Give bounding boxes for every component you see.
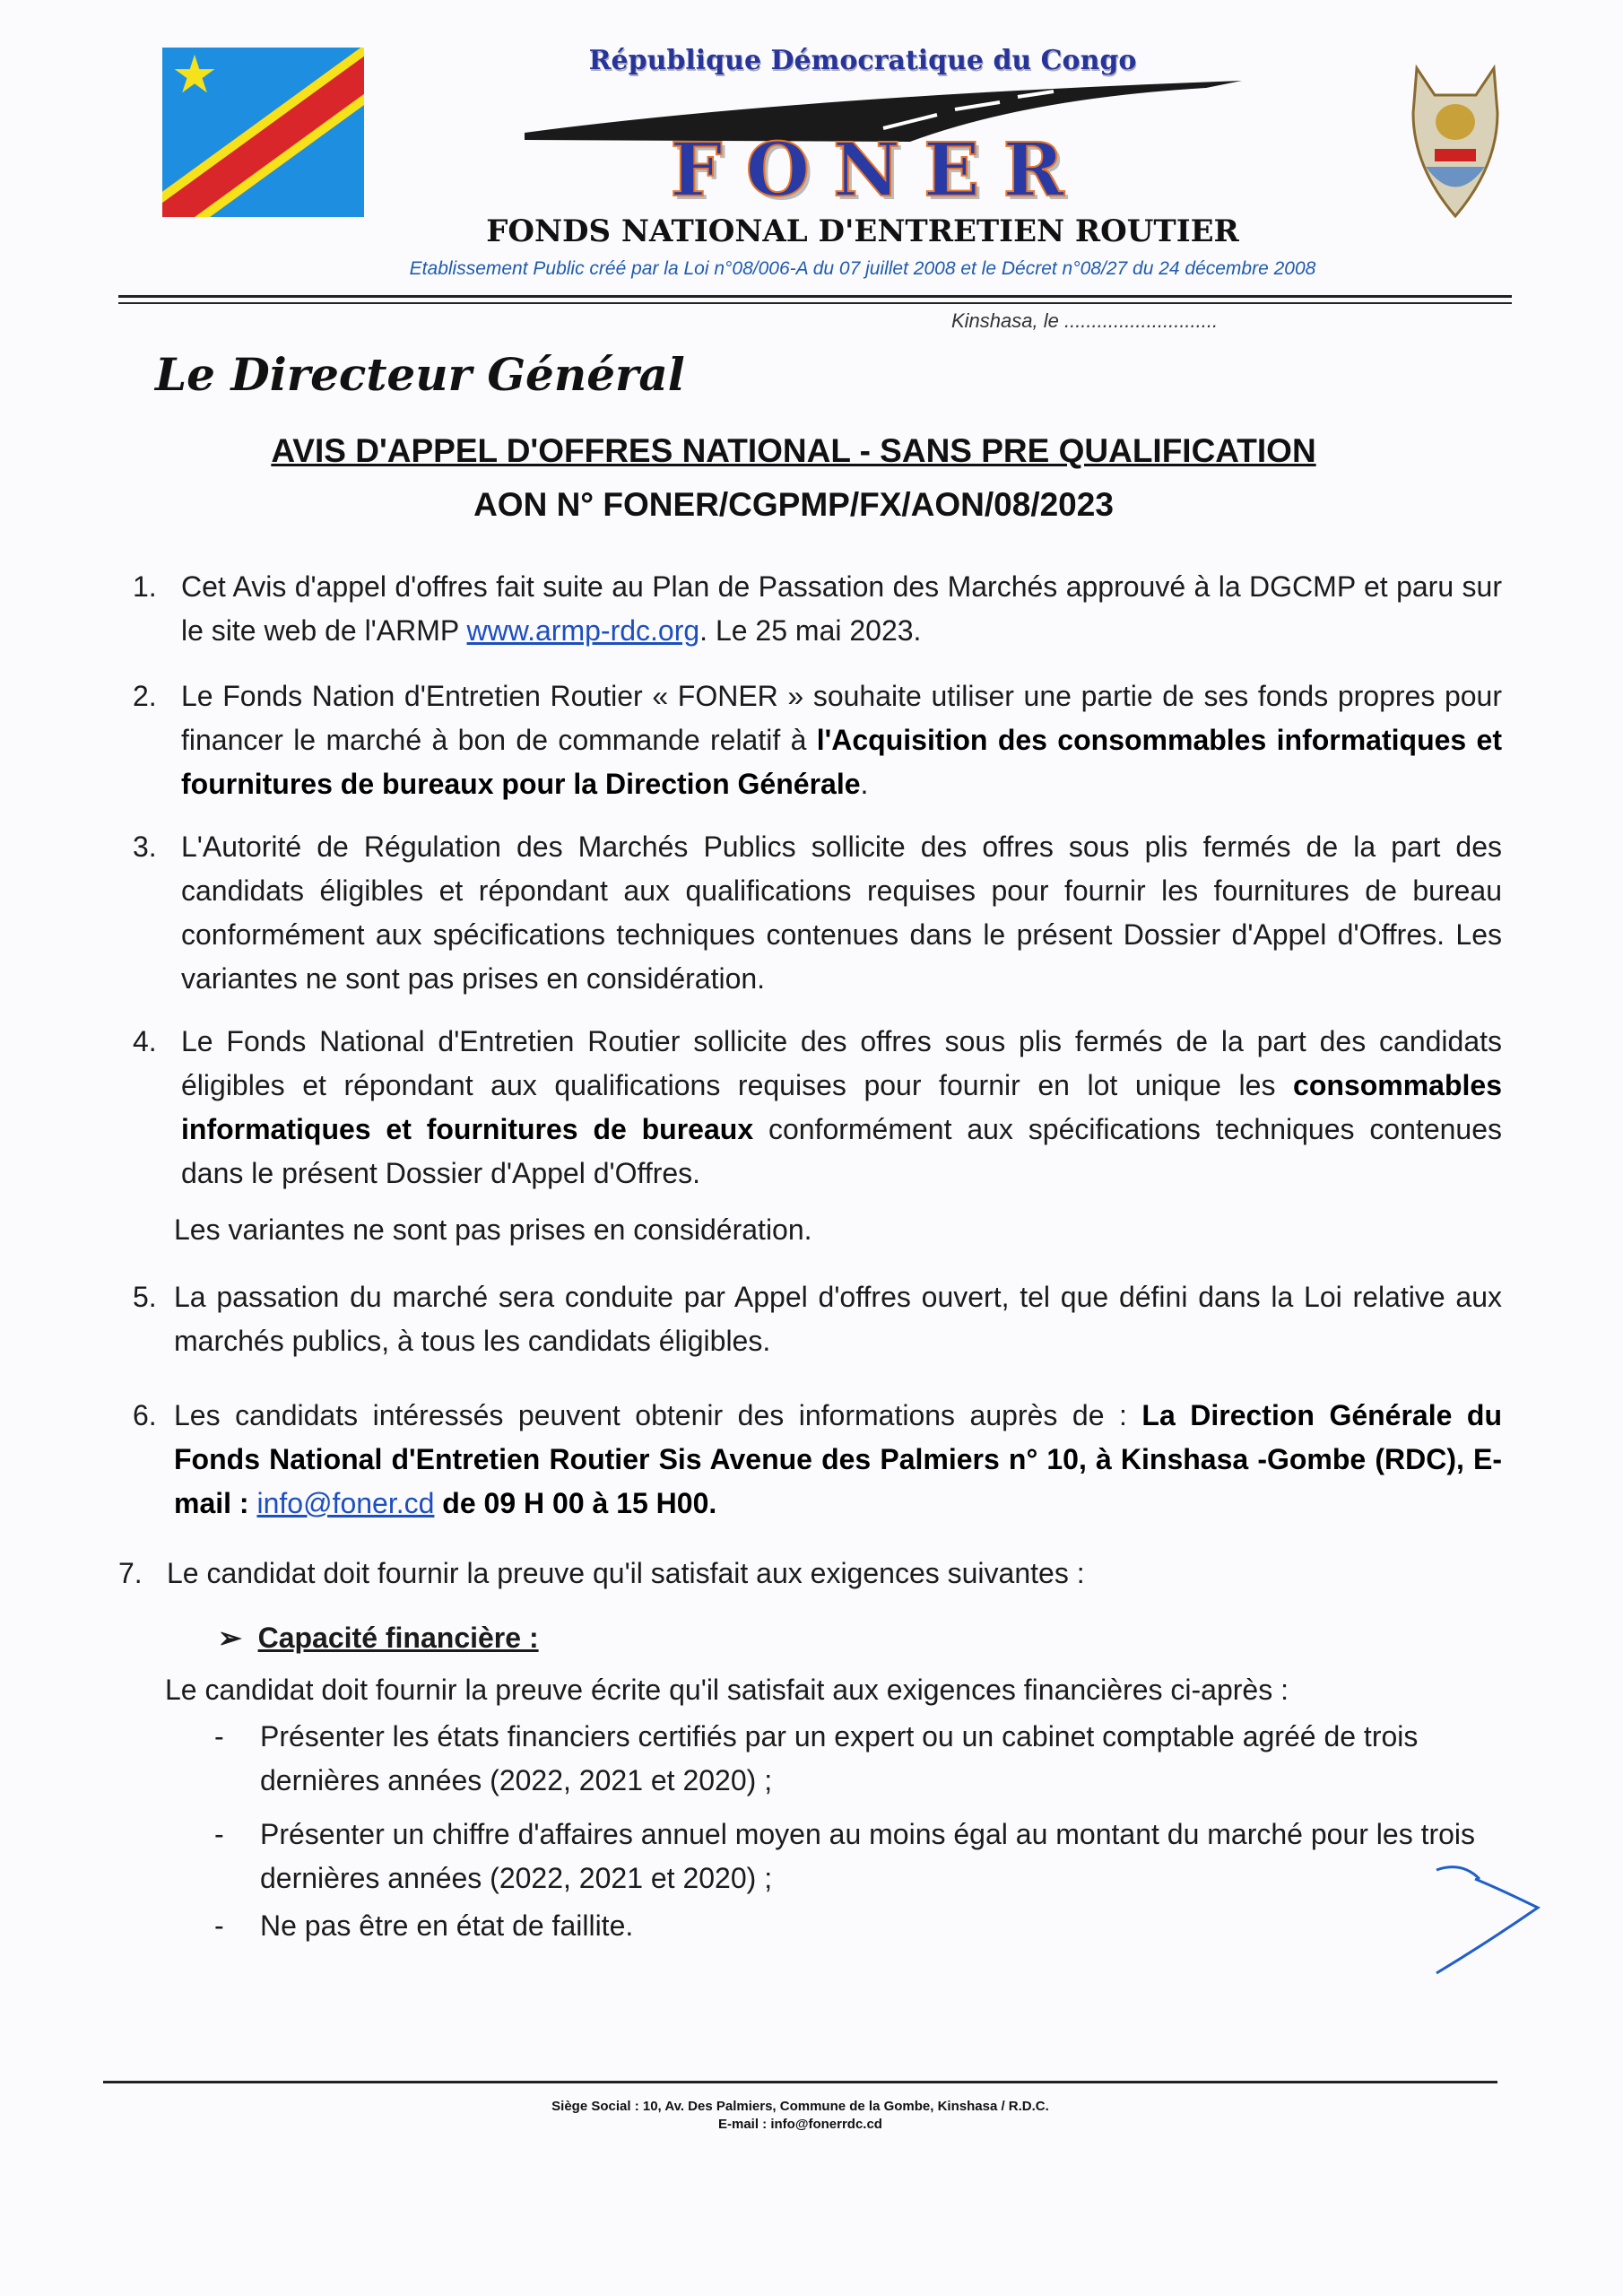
item-text: Le candidat doit fournir la preuve qu'il satisfait aux exigences suivantes :	[167, 1557, 1085, 1589]
footer-email: E-mail : info@fonerrdc.cd	[718, 2117, 882, 2132]
item-text: . Le 25 mai 2023.	[699, 614, 922, 647]
item-text: Le Fonds National d'Entretien Routier sollicite des offres sous plis fermés de la part des candidats éligibles et répondant aux qualifications requises pour fournir en lot unique les	[181, 1025, 1502, 1101]
item-number: 4.	[133, 1025, 157, 1057]
item-note: Les variantes ne sont pas prises en considération.	[174, 1213, 812, 1246]
list-item	[133, 1394, 1502, 1526]
item-number: 7.	[118, 1557, 143, 1589]
financial-intro: Le candidat doit fournir la preuve écrite qu'il satisfait aux exigences financières ci-après :	[165, 1674, 1289, 1706]
item-number: 5.	[133, 1281, 157, 1313]
armp-link[interactable]: www.armp-rdc.org	[466, 614, 700, 647]
bullet-item	[214, 1813, 1488, 1900]
bullet-text: Présenter un chiffre d'affaires annuel moyen au moins égal au montant du marché pour les trois dernières années (2022, 2021 et 2020) ;	[260, 1818, 1476, 1894]
bullet-item	[214, 1715, 1488, 1803]
item-text: La passation du marché sera conduite par Appel d'offres ouvert, tel que défini dans la Loi relative aux marchés publics, à tous les candidats éligibles.	[174, 1281, 1502, 1357]
item-bold-text: La Direction Générale du Fonds National d'Entretien Routier Sis Avenue des Palmiers n° 10, à Kinshasa -Gombe (RDC), E-mail :	[174, 1399, 1503, 1519]
list-item	[133, 1275, 1502, 1363]
list-item	[133, 674, 1502, 806]
list-item	[133, 565, 1502, 653]
initials-signature	[1426, 1861, 1551, 1987]
email-link[interactable]: info@foner.cd	[256, 1487, 435, 1519]
notice-reference: AON N° FONER/CGPMP/FX/AON/08/2023	[473, 486, 1114, 523]
bullet-text: Ne pas être en état de faillite.	[260, 1909, 634, 1942]
item-number: 6.	[133, 1399, 157, 1431]
item-bold-text: l'Acquisition des consommables informatiques et fournitures de bureaux pour la Direction Générale	[181, 724, 1503, 800]
item-bold-text: consommables informatiques et fournitures de bureaux	[181, 1069, 1502, 1145]
bullet-text: Présenter les états financiers certifiés par un expert ou un cabinet comptable agréé de trois dernières années (2022, 2021 et 2020) ;	[260, 1720, 1419, 1796]
item-text: L'Autorité de Régulation des Marchés Publics sollicite des offres sous plis fermés de la part des candidats éligibles et répondant aux qualifications requises pour fournir les fournitures de bureau conformément aux spécifications techniques contenues dans le présent Dossier d'Appel d'Offres. Les variantes ne sont pas prises en considération.	[181, 831, 1502, 995]
issuer-title: Le Directeur Général	[155, 348, 685, 401]
dash-bullet: -	[214, 1720, 224, 1752]
item-text: Le Fonds Nation d'Entretien Routier « FONER » souhaite utiliser une partie de ses fonds propres pour financer le marché à bon de commande relatif à	[181, 680, 1502, 756]
financial-heading-text: Capacité financière :	[257, 1622, 539, 1654]
item-number: 2.	[133, 680, 157, 712]
list-item	[133, 825, 1502, 1001]
footer-address: Siège Social : 10, Av. Des Palmiers, Commune de la Gombe, Kinshasa / R.D.C.	[551, 2099, 1049, 2114]
dash-bullet: -	[214, 1909, 224, 1942]
organization-name: FONDS NATIONAL D'ENTRETIEN ROUTIER	[486, 213, 1239, 249]
country-name: République Démocratique du Congo	[588, 45, 1137, 76]
list-item	[133, 1020, 1502, 1252]
list-item	[118, 1552, 1488, 1596]
item-number: 3.	[133, 831, 157, 863]
footer-divider	[103, 2081, 1497, 2083]
header-divider	[118, 295, 1512, 304]
drc-flag: ★	[162, 48, 364, 217]
financial-heading	[218, 1616, 539, 1660]
item-text: conformément aux spécifications techniques contenues dans le présent Dossier d'Appel d'Offres.	[181, 1113, 1503, 1189]
foner-logo-text: FONER	[670, 127, 1088, 213]
item-text: Cet Avis d'appel d'offres fait suite au Plan de Passation des Marchés approuvé à la DGCMP et paru sur le site web de l'ARMP	[181, 570, 1502, 647]
coat-of-arms-icon	[1399, 59, 1512, 224]
item-number: 1.	[133, 570, 157, 603]
establishment-note: Etablissement Public créé par la Loi n°08/006-A du 07 juillet 2008 et le Décret n°08/27 du 24 décembre 2008	[409, 258, 1316, 279]
item-bold-text: de 09 H 00 à 15 H00.	[434, 1487, 717, 1519]
dash-bullet: -	[214, 1818, 224, 1850]
arrow-bullet-icon: ➢	[218, 1622, 242, 1654]
item-text: .	[860, 768, 869, 800]
notice-title: AVIS D'APPEL D'OFFRES NATIONAL - SANS PRE QUALIFICATION	[271, 432, 1316, 469]
place-date: Kinshasa, le ............................	[951, 309, 1219, 332]
bullet-item	[214, 1904, 1488, 1948]
item-text: Les candidats intéressés peuvent obtenir des informations auprès de :	[174, 1399, 1142, 1431]
